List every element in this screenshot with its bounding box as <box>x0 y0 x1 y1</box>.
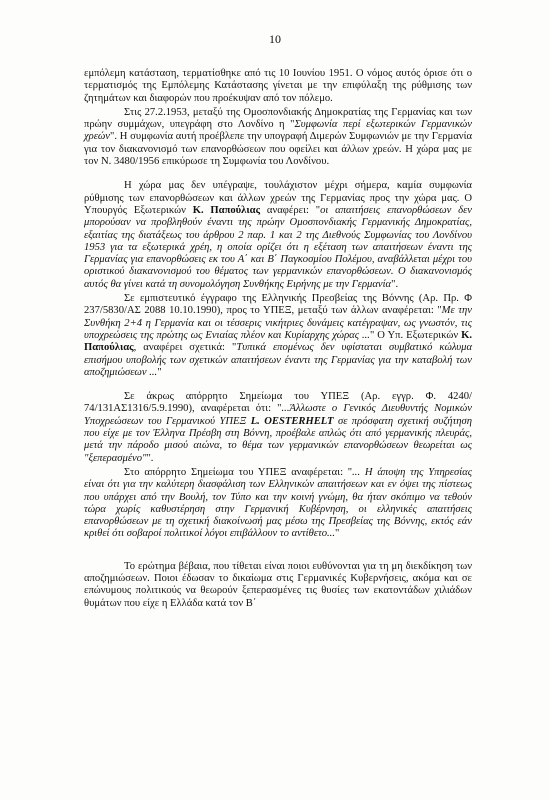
paragraph <box>84 107 472 168</box>
text-run: " <box>157 366 162 378</box>
paragraph <box>84 467 472 541</box>
text-run: ". <box>146 452 154 464</box>
page-number: 10 <box>269 32 281 46</box>
text-run: Η χώρα μας δεν υπέγραψε, τουλάχιστον μέχρι σήμερα, καμία συμφωνία ρύθμισης των επανορθώσεων και άλλων χρεών της Γερμανίας προς την χώρα μας. Ο Υπουργός Εξωτερικών <box>84 180 472 216</box>
text-run: Με την Συνθήκη 2+4 η Γερμανία και οι τέσσερις νικήτριες δυνάμεις κατέγραψαν, ως γνωστόν, τις υποχρεώσεις της πρώτης ως Ενιαίας πλέον και Κυρίαρχης χώρας ... <box>84 305 472 341</box>
text-run: εμπόλεμη κατάσταση, τερματίσθηκε από τις 10 Ιουνίου 1951. Ο νόμος αυτός όρισε ότι ο τερματισμός της Εμπόλεμης Κατάστασης γίνεται με την επιφύλαξη της ρύθμισης των ζητημάτων και διαφορών που προέκυψαν από τον πόλεμο. <box>84 68 472 104</box>
text-run: σε πρόσφατη σχετική συζήτηση που είχε με τον Έλληνα Πρέσβη στη Βόννη, προέβαλε απλώς ότι από γερμανικής πλευράς, μετά την πάροδο μισού αιώνα, το θέμα των γερμανικών επανορθώσεων θεωρείται ως "ξεπερασμένο" <box>84 415 472 464</box>
text-run: Στο απόρρητο Σημείωμα του ΥΠΕΞ αναφέρεται: " <box>124 466 353 478</box>
text-run: Σε άκρως απόρρητο Σημείωμα του ΥΠΕΞ (Αρ. εγγρ. Φ. 4240/ 74/131ΑΣ1316/5.9.1990), αναφέρεται ότι: " <box>84 391 472 415</box>
text-run: " Ο Υπ. Εξωτερικών <box>369 329 462 341</box>
text-run: Το ερώτημα βέβαια, που τίθεται είναι ποιοι ευθύνονται για τη μη διεκδίκηση των αποζημιώσεων. Ποιοι έδωσαν το δικαίωμα στις Γερμανικές Κυβερνήσεις, ακόμα και σε επώνυμους πολιτικούς να θεωρούν ξεπερασμένες τις θυσίες των εκατοντάδων χιλιάδων θυμάτων που είχε η Ελλάδα κατά τον Β΄ <box>84 560 472 609</box>
text-run: Τυπικά επομένως δεν υφίσταται συμβατικό κώλυμα επισήμου υποβολής των σχετικών απαιτήσεων έναντι της Γερμανίας για την καταβολή των αποζημιώσεων ... <box>84 342 473 378</box>
text-run: ". <box>391 278 399 290</box>
text-run: " <box>334 528 340 540</box>
text-run: Συμφωνία περί εξωτερικών Γερμανικών χρεών <box>84 119 473 143</box>
paragraph <box>84 68 472 105</box>
text-run: ". Η συμφωνία αυτή προέβλεπε την υπογραφή Διμερών Συμφωνιών με την Γερμανία για τον διακανονισμό των επανορθώσεων που οφείλει και άλλων χρεών. Η χώρα μας με τον Ν. 3480/1956 επικύρωσε τη Συμφωνία του Λονδίνου. <box>84 131 472 168</box>
paragraph <box>84 293 472 379</box>
text-run: ...Άλλωστε ο Γενικός Διευθυντής Νομικών Υποχρεώσεων του Γερμανικού ΥΠΕΞ <box>84 403 473 427</box>
text-run: ... Η άποψη της Υπηρεσίας είναι ότι για την καλύτερη διασφάλιση των Ελληνικών απαιτήσεων και εν όψει της πίστεως που υπάρχει από την Βουλή, τον Τύπο και την κοινή γνώμη, θα ήταν σκόπιμο να τεθούν τώρα χωρίς καθυστέρηση στην Γερμανική Κυβέρνηση, οι ελληνικές απαιτήσεις επανορθώσεων με τη σχετική διακοίνωσή μας μέσω της Πρεσβείας της Βόννης, εκτός εάν κριθεί ότι σοβαροί πολιτικοί λόγοι επιβάλλουν το αντίθετο... <box>84 466 472 540</box>
text-run: , αναφέρει σχετικά: " <box>133 342 237 354</box>
paragraph <box>84 561 472 610</box>
paragraph <box>84 180 472 291</box>
text-run: Στις 27.2.1953, μεταξύ της Ομοσπονδιακής Δημοκρατίας της Γερμανίας και των πρώην συμμάχων, υπεγράφη στο Λονδίνο η " <box>84 106 472 131</box>
text-run: L. OESTERHELT <box>250 415 334 427</box>
text-run: αναφέρει: " <box>260 204 321 216</box>
text-run: Σε εμπιστευτικό έγγραφο της Ελληνικής Πρεσβείας της Βόννης (Αρ. Πρ. Φ 237/5830/ΑΣ 2088 10.10.1990), προς το ΥΠΕΞ, μεταξύ των άλλων αναφέρεται: " <box>84 293 472 317</box>
text-run: Κ. Παπούλιας <box>84 329 473 354</box>
text-run: Κ. Παπούλιας <box>192 204 261 216</box>
paragraph <box>84 391 472 465</box>
text-run: οι απαιτήσεις επανορθώσεων δεν μπορούσαν να προβληθούν έναντι της πρώην Ομοσπονδιακής Γερμανικής Δημοκρατίας, εξαιτίας της διατάξεως του άρθρου 2 παρ. 1 και 2 της Διεθνούς Συμφωνίας του Λονδίνου 1953 για τα εξωτερικά χρέη, η οποία ορίζει ότι η εξέταση των απαιτήσεων έναντι της Γερμανίας για επανορθώσεις εκ του Α΄ και Β΄ Παγκοσμίου Πολέμου, αναβάλλεται μέχρι του οριστικού διακανονισμού του θέματος των γερμανικών επανορθώσεων. Ο διακανονισμός αυτός θα γίνει κατά τη συνομολόγηση Συνθήκης Ειρήνης με την Γερμανία <box>84 204 472 290</box>
document-body <box>84 68 472 610</box>
